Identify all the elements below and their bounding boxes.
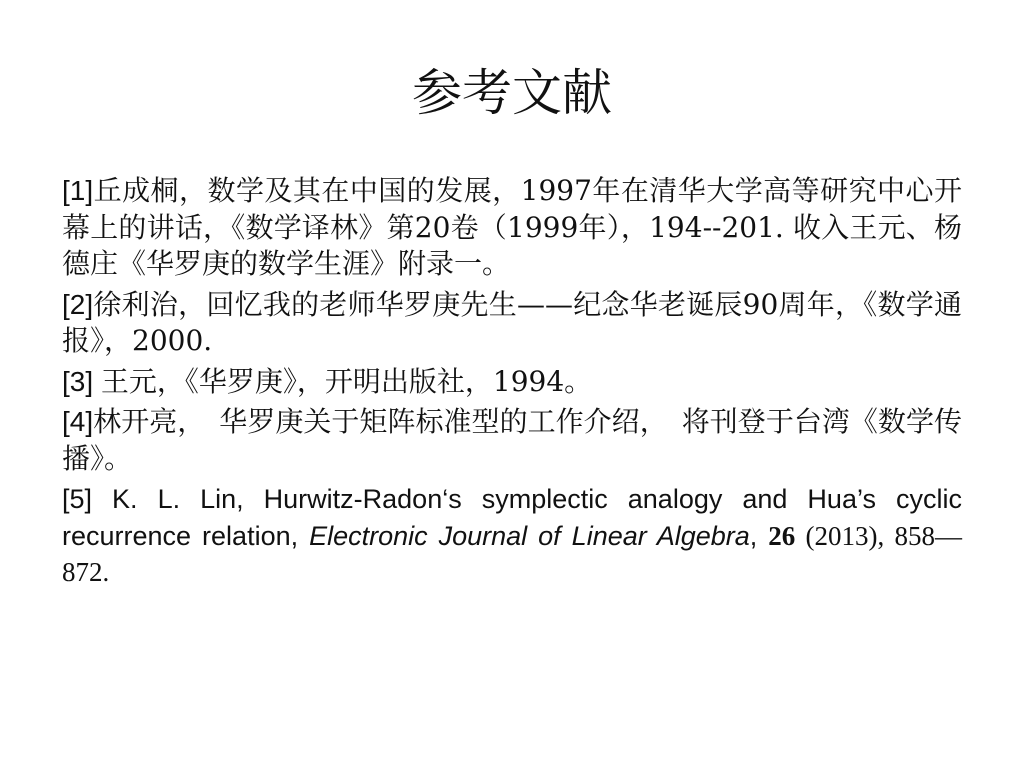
reference-text-prefix: K. L. Lin, Hurwitz-Radon‘s symplectic analogy and Hua’s cyclic recurrence relation, [62,484,962,551]
reference-list [62,173,962,595]
reference-label: [5] [62,484,93,514]
volume-number: 26 [768,520,796,551]
reference-text: 林开亮， 华罗庚关于矩阵标准型的工作介绍， 将刊登于台湾《数学传播》。 [62,405,962,475]
reference-item-2 [62,287,962,360]
reference-text: 丘成桐，数学及其在中国的发展，1997年在清华大学高等研究中心开幕上的讲话，《数学译林》第20卷（1999年），194--201. 收入王元、杨德庄《华罗庚的数学生涯》附录一。 [62,174,962,280]
reference-label: [2] [62,288,94,320]
reference-item-1 [62,173,962,283]
reference-text: 徐利治，回忆我的老师华罗庚先生——纪念华老诞辰90周年，《数学通报》，2000. [62,287,962,357]
reference-label: [1] [62,175,94,206]
reference-text: 王元，《华罗庚》，开明出版社，1994。 [100,364,593,398]
journal-name: Electronic Journal of Linear Algebra [309,520,750,551]
slide-title: 参考文献 [412,64,612,122]
reference-item-3 [62,364,962,401]
reference-item-5 [62,481,962,591]
reference-label: [3] [62,365,101,397]
reference-label: [4] [62,406,94,437]
reference-separator: , [749,520,769,551]
reference-item-4 [62,404,962,477]
year-pages: (2013), 858—872. [62,520,962,587]
